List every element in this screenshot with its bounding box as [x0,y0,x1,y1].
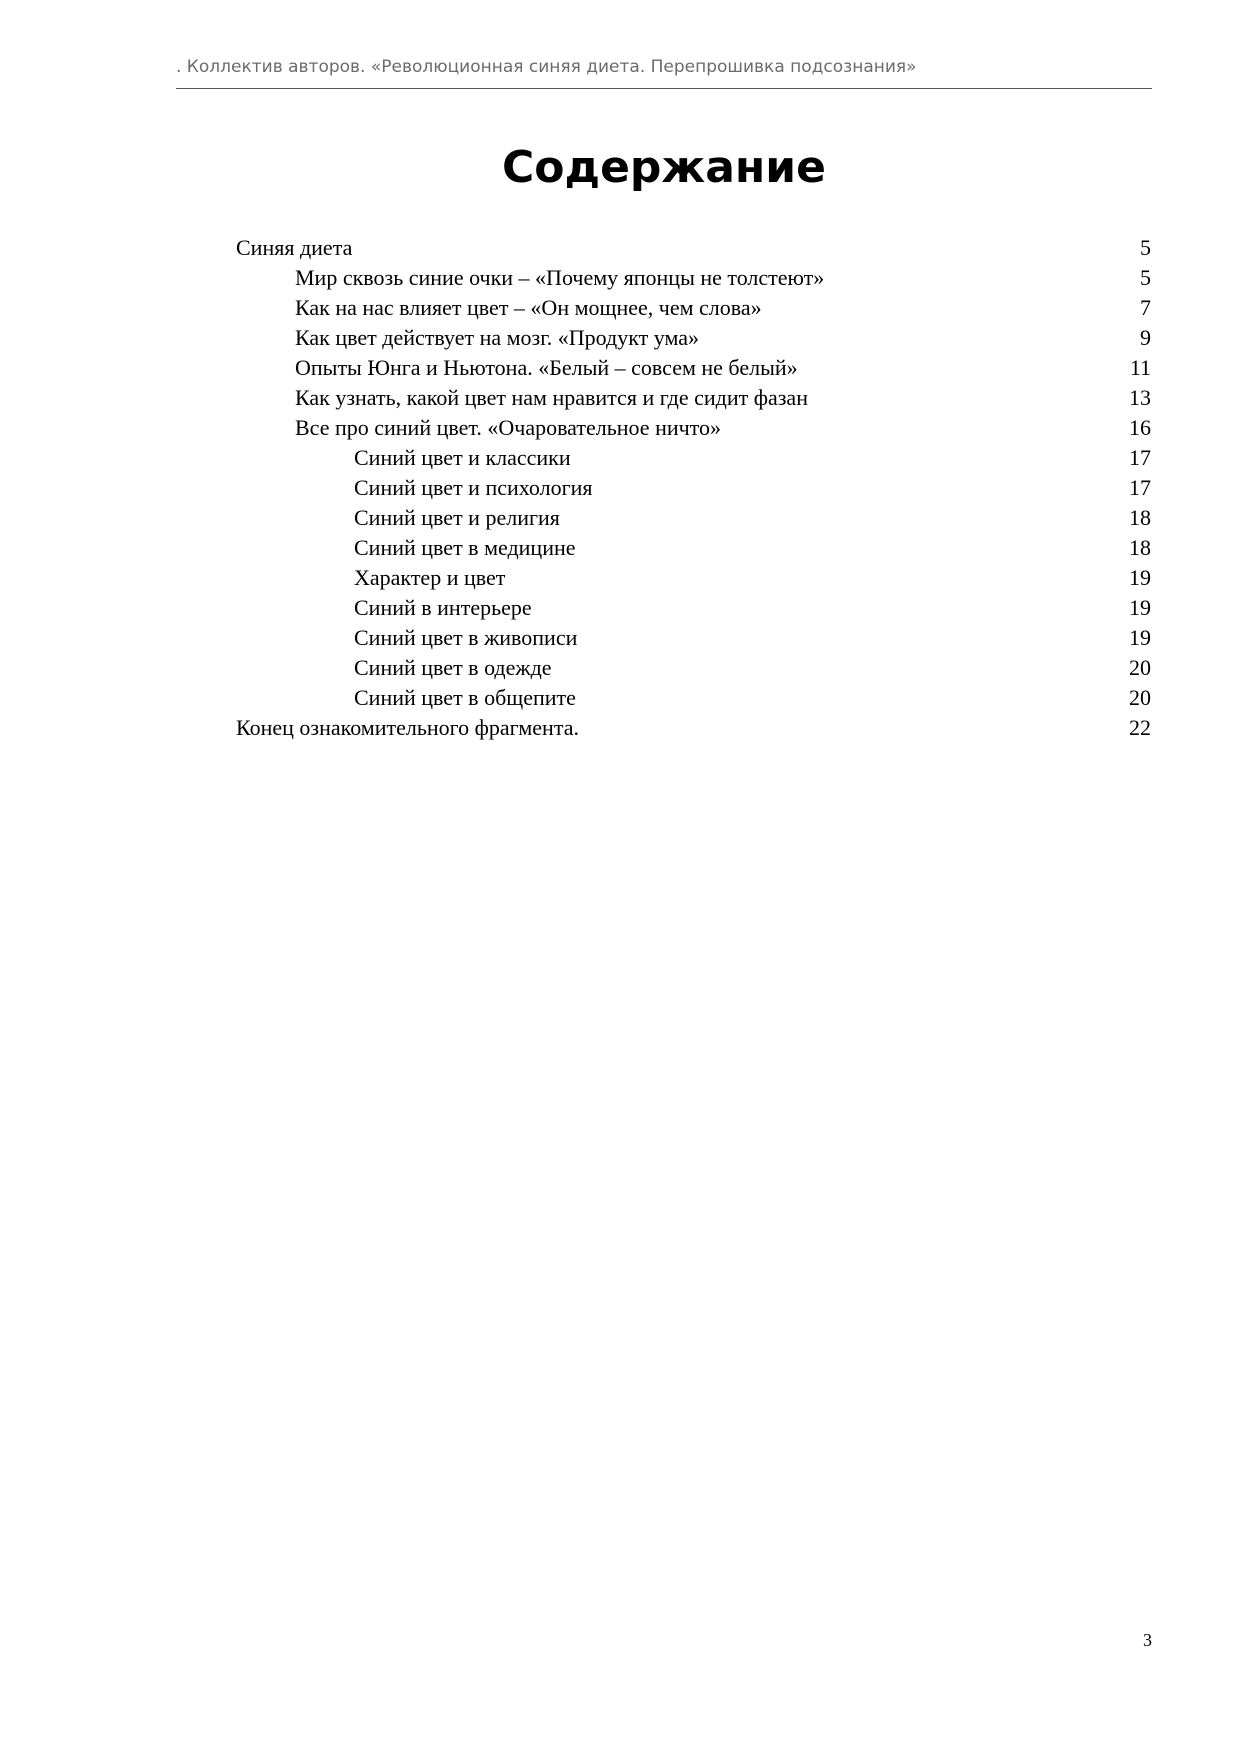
toc-entry[interactable] [236,293,1151,323]
toc-entry-page: 5 [1140,235,1151,260]
toc-entry[interactable] [236,713,1151,743]
toc-entry-page: 20 [1129,655,1151,680]
toc-entry[interactable] [236,623,1151,653]
toc-entry[interactable] [236,263,1151,293]
toc-entry-page: 19 [1129,625,1151,650]
toc-entry-title: Синий цвет и религия [354,505,560,530]
toc-entry[interactable] [236,593,1151,623]
page-number: 3 [1143,1630,1152,1650]
toc-entry[interactable] [236,413,1151,443]
toc-entry[interactable] [236,443,1151,473]
toc-entry[interactable] [236,383,1151,413]
toc-entry-title: Синий цвет в медицине [354,535,576,560]
toc-entry[interactable] [236,683,1151,713]
toc-entry-page: 9 [1140,325,1151,350]
toc-entry-title: Все про синий цвет. «Очаровательное ничто» [295,415,722,440]
toc-entry-page: 22 [1129,715,1151,740]
toc-entry-title: Синий цвет в живописи [354,625,578,650]
toc-entry[interactable] [236,653,1151,683]
toc-entry-title: Синий цвет и психология [354,475,593,500]
toc-entry[interactable] [236,233,1151,263]
toc-entry-title: Синий в интерьере [354,595,532,620]
toc-entry-title: Синий цвет в общепите [354,685,576,710]
toc-entry-page: 5 [1140,265,1151,290]
table-of-contents [236,233,1151,743]
toc-entry[interactable] [236,503,1151,533]
toc-entry[interactable] [236,353,1151,383]
toc-entry-title: Конец ознакомительного фрагмента. [236,715,579,740]
toc-entry-page: 17 [1129,475,1151,500]
toc-entry-title: Как на нас влияет цвет – «Он мощнее, чем слова» [295,295,762,320]
toc-entry[interactable] [236,563,1151,593]
toc-entry-title: Характер и цвет [354,565,506,590]
toc-entry-page: 16 [1129,415,1151,440]
toc-entry[interactable] [236,533,1151,563]
toc-entry-page: 13 [1129,385,1151,410]
toc-entry-title: Мир сквозь синие очки – «Почему японцы не толстеют» [295,265,825,290]
toc-entry-title: Синяя диета [236,235,353,260]
toc-entry-page: 7 [1140,295,1151,320]
toc-entry-page: 20 [1129,685,1151,710]
toc-entry-page: 18 [1129,505,1151,530]
running-header: . Коллектив авторов. «Революционная синяя диета. Перепрошивка подсознания» [176,57,917,77]
toc-entry[interactable] [236,323,1151,353]
toc-entry-page: 11 [1129,355,1151,380]
toc-entry-title: Синий цвет в одежде [354,655,552,680]
toc-entry-title: Как цвет действует на мозг. «Продукт ума» [295,325,699,350]
toc-entry-page: 17 [1129,445,1151,470]
toc-entry-page: 19 [1129,595,1151,620]
toc-entry-title: Опыты Юнга и Ньютона. «Белый – совсем не белый» [295,355,798,380]
toc-entry-page: 18 [1129,535,1151,560]
header-divider [176,88,1152,89]
toc-entry-title: Как узнать, какой цвет нам нравится и где сидит фазан [295,385,808,410]
toc-entry[interactable] [236,473,1151,503]
page-title: Содержание [502,142,826,193]
toc-entry-title: Синий цвет и классики [354,445,571,470]
toc-entry-page: 19 [1129,565,1151,590]
